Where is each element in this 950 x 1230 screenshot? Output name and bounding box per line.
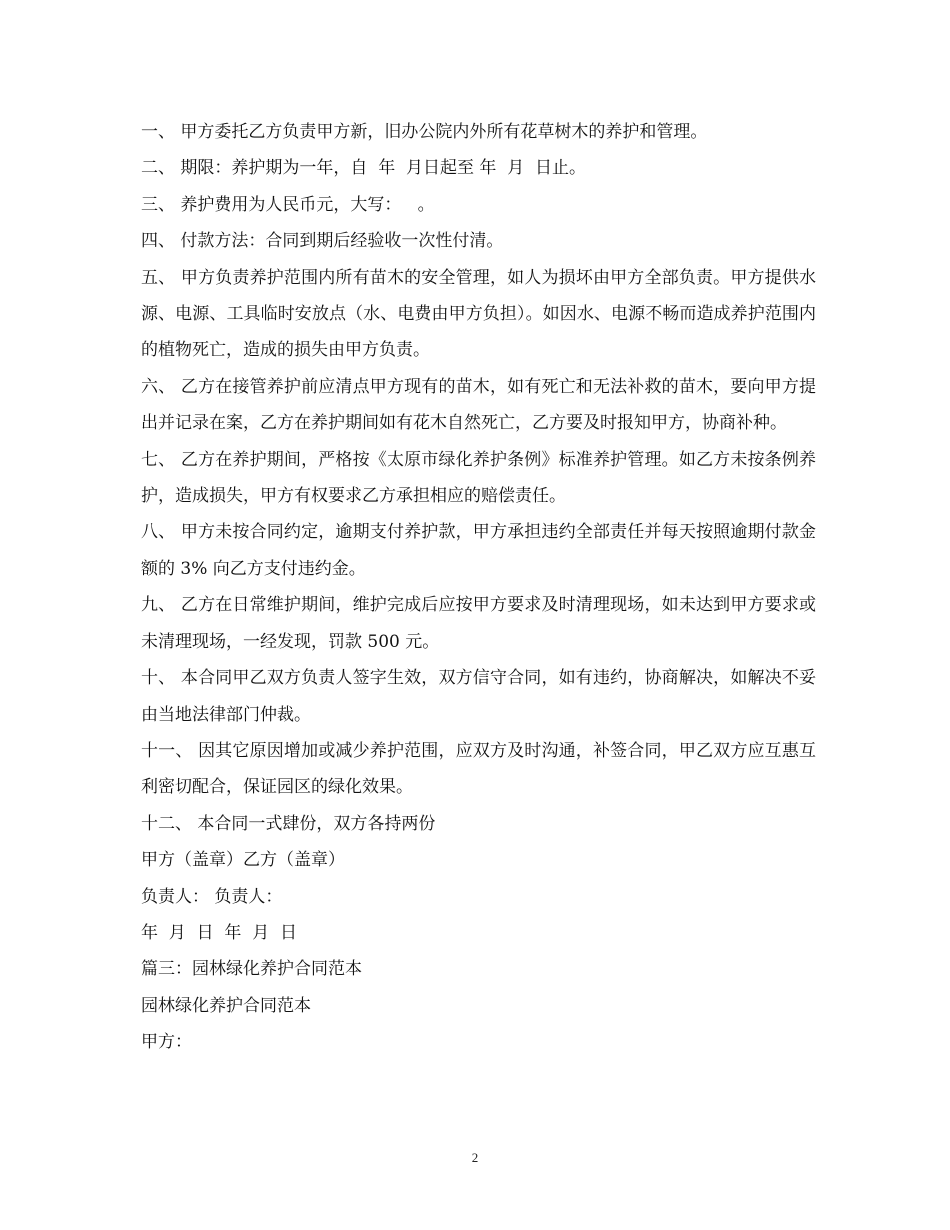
date-line: 年 月 日 年 月 日 [141,922,298,943]
clause-4: 四、 付款方法：合同到期后经验收一次性付清。 [141,231,504,252]
clause-1: 一、 甲方委托乙方负责甲方新，旧办公院内外所有花草树木的养护和管理。 [141,122,708,142]
clause-9: 九、 乙方在日常维护期间，维护完成后应按甲方要求及时清理现场，如未达到甲方要求或未清理现场，一经发现，罚款 500 元。 [141,595,816,652]
signatory-line: 负责人： 负责人： [141,886,283,907]
seal-line: 甲方（盖章）乙方（盖章） [141,850,345,871]
clause-2: 二、 期限：养护期为一年，自 年 月日起至 年 月 日止。 [141,158,587,179]
section-heading: 篇三：园林绿化养护合同范本 [141,959,362,980]
contract-title: 园林绿化养护合同范本 [141,995,311,1016]
clause-11: 十一、 因其它原因增加或减少养护范围，应双方及时沟通，补签合同，甲乙双方应互惠互利密切配合，保证园区的绿化效果。 [141,740,816,798]
page-number: 2 [471,1150,479,1165]
clause-7: 七、 乙方在养护期间，严格按《太原市绿化养护条例》标准养护管理。如乙方未按条例养护，造成损失，甲方有权要求乙方承担相应的赔偿责任。 [141,449,816,507]
clause-12: 十二、 本合同一式肆份，双方各持两份 [141,813,436,834]
document-body [141,114,816,1061]
clause-6: 六、 乙方在接管养护前应清点甲方现有的苗木，如有死亡和无法补救的苗木，要向甲方提出并记录在案，乙方在养护期间如有花木自然死亡，乙方要及时报知甲方，协商补种。 [141,376,816,434]
clause-8: 八、 甲方未按合同约定，逾期支付养护款，甲方承担违约全部责任并每天按照逾期付款金额的 3% 向乙方支付违约金。 [141,522,816,579]
clause-10: 十、 本合同甲乙双方负责人签字生效，双方信守合同，如有违约，协商解决，如解决不妥由当地法律部门仲裁。 [141,668,816,725]
clause-3: 三、 养护费用为人民币元，大写： 。 [141,194,435,215]
party-a-line: 甲方： [141,1032,192,1053]
clause-5: 五、 甲方负责养护范围内所有苗木的安全管理，如人为损坏由甲方全部负责。甲方提供水源、电源、工具临时安放点（水、电费由甲方负担）。如因水、电源不畅而造成养护范围内的植物死亡，造成的损失由甲方负责。 [141,267,816,361]
